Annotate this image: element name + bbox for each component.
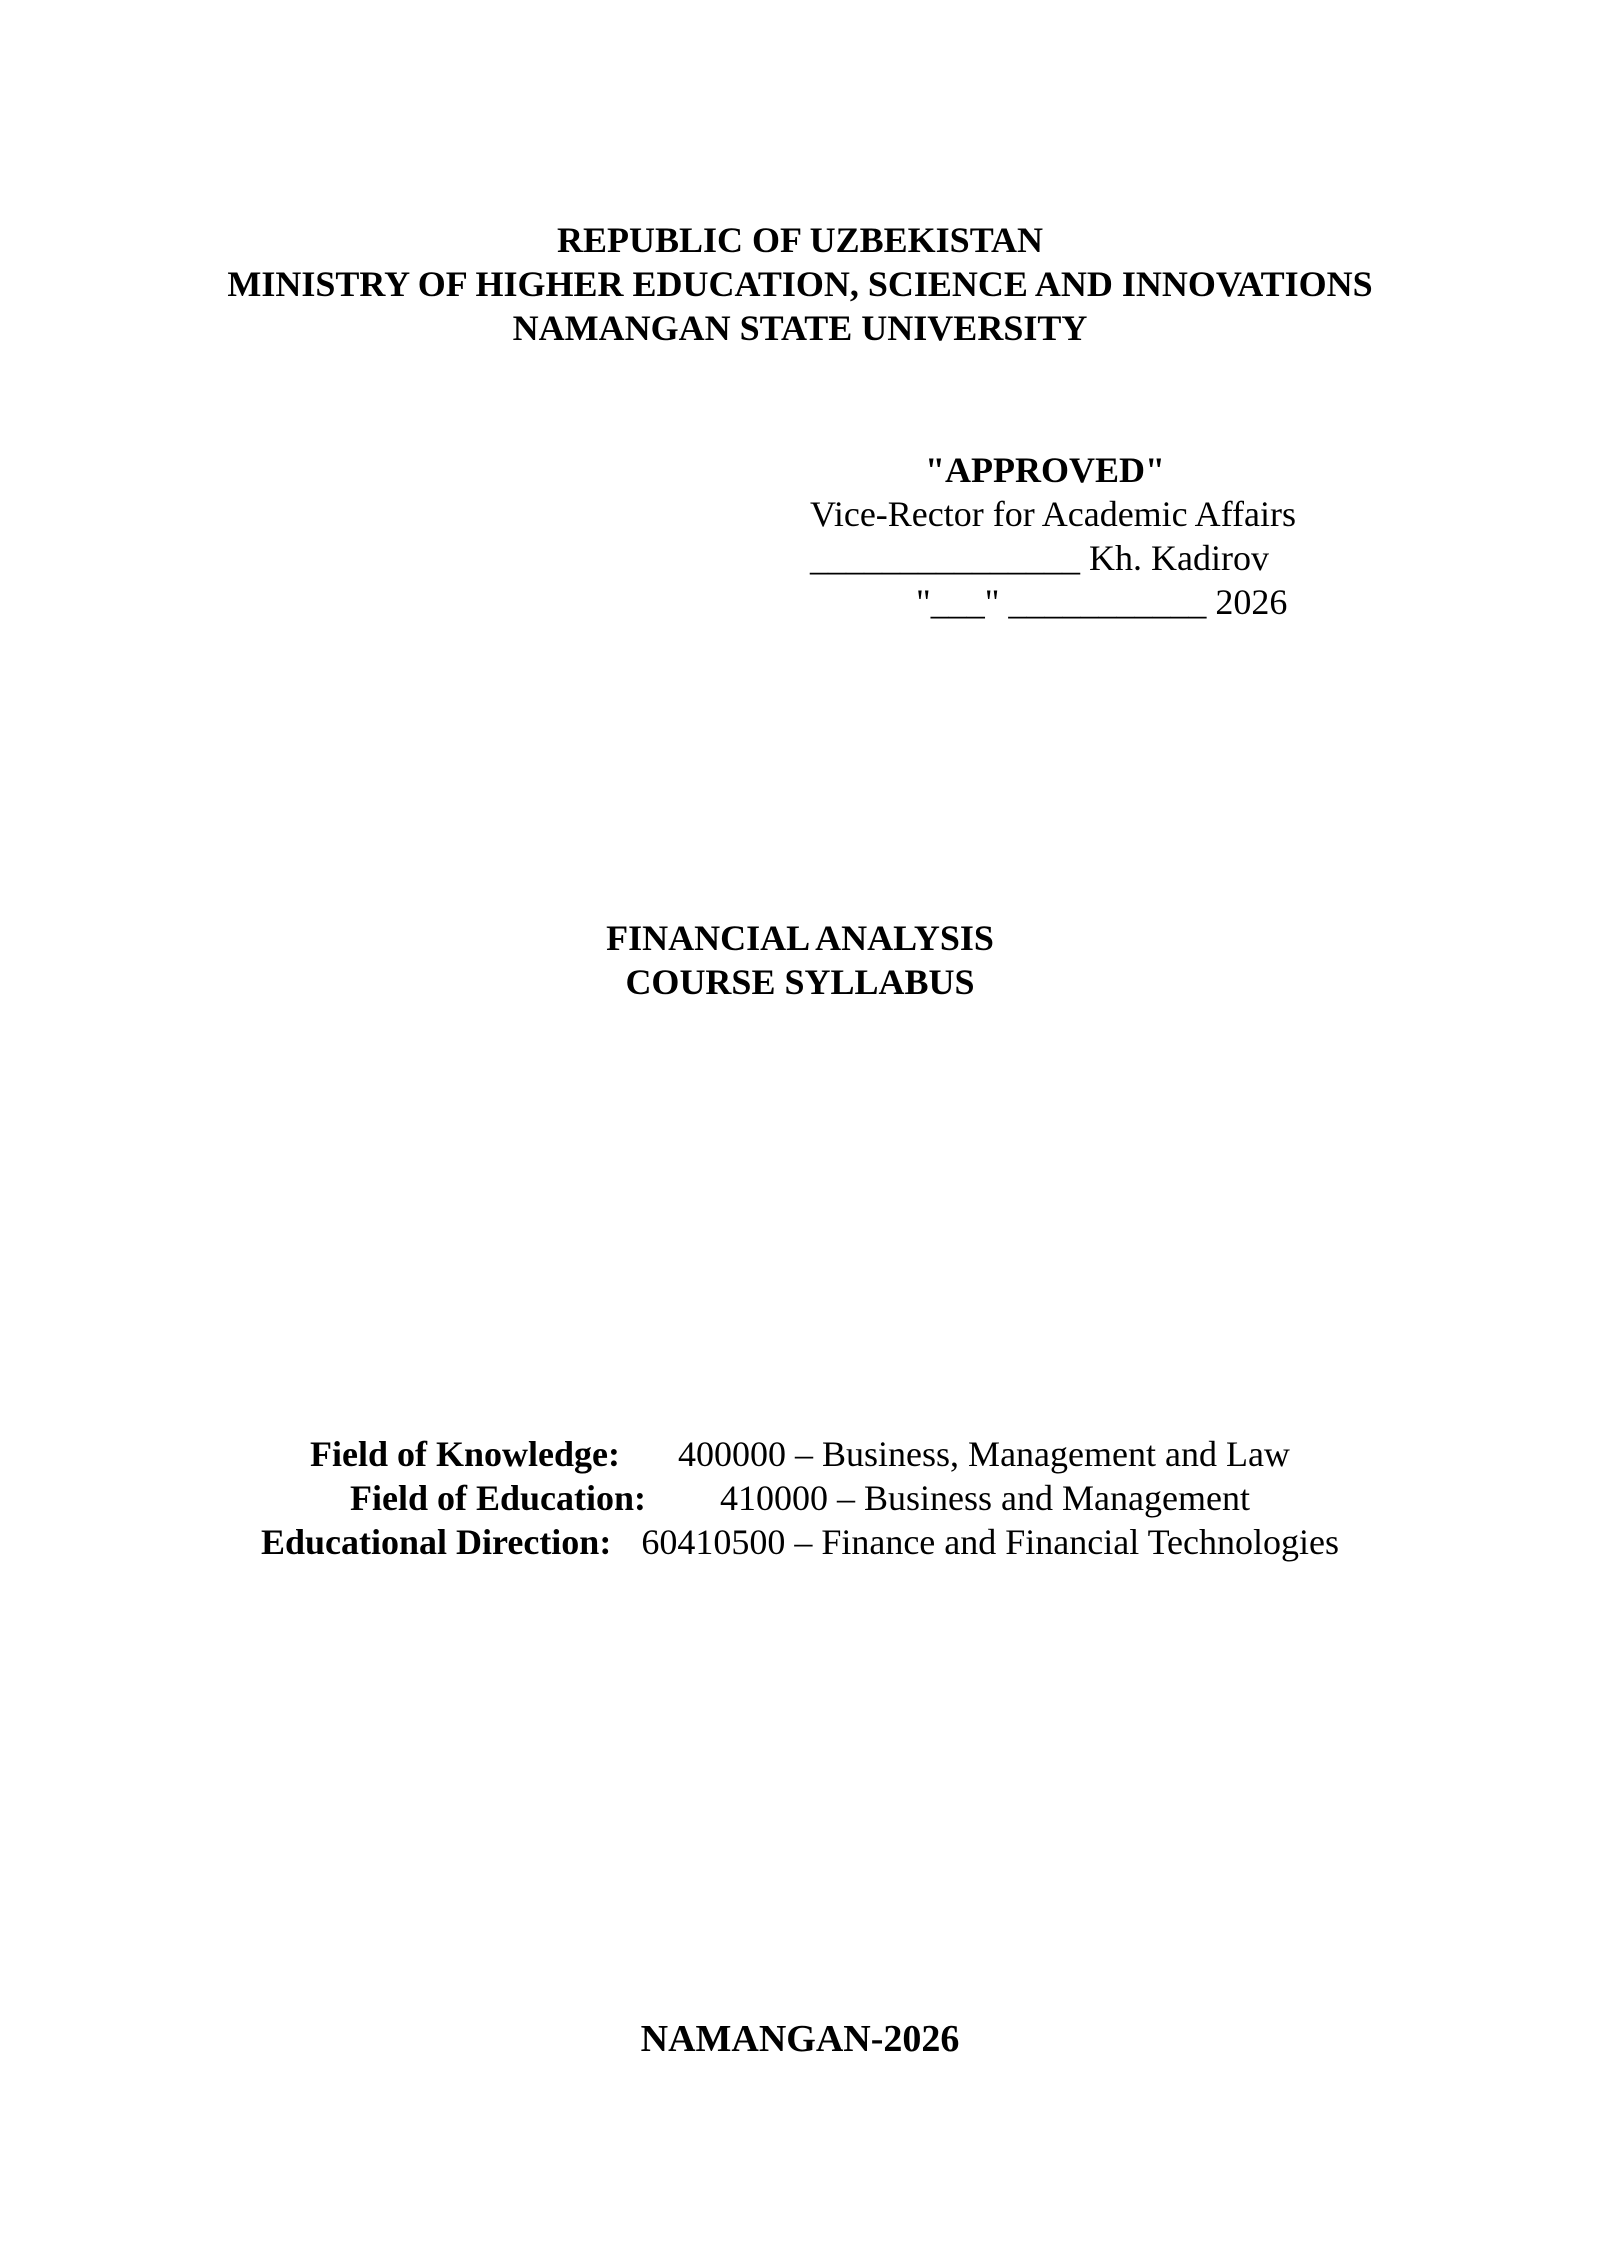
header-country: REPUBLIC OF UZBEKISTAN <box>556 220 1044 260</box>
footer-place-year: NAMANGAN-2026 <box>640 2018 960 2060</box>
document-subtitle: COURSE SYLLABUS <box>625 962 975 1002</box>
field-of-education <box>0 1476 1600 1520</box>
field-label: Field of Education: <box>350 1478 647 1518</box>
field-value: 410000 – Business and Management <box>720 1478 1250 1518</box>
header-university: NAMANGAN STATE UNIVERSITY <box>512 308 1088 348</box>
field-label: Educational Direction: <box>260 1522 612 1562</box>
header-ministry: MINISTRY OF HIGHER EDUCATION, SCIENCE AND INNOVATIONS <box>227 264 1373 304</box>
field-value: 400000 – Business, Management and Law <box>678 1434 1290 1474</box>
approval-signature-line: _______________ Kh. Kadirov <box>810 538 1269 578</box>
field-value: 60410500 – Finance and Financial Technologies <box>641 1522 1340 1562</box>
educational-direction <box>0 1520 1600 1564</box>
approval-heading: "APPROVED" <box>925 450 1165 490</box>
field-label: Field of Knowledge: <box>310 1434 621 1474</box>
field-of-knowledge <box>0 1432 1600 1476</box>
approval-date-line: "___" ___________ 2026 <box>916 582 1288 622</box>
document-title: FINANCIAL ANALYSIS <box>606 918 994 958</box>
approval-position: Vice-Rector for Academic Affairs <box>810 494 1296 534</box>
